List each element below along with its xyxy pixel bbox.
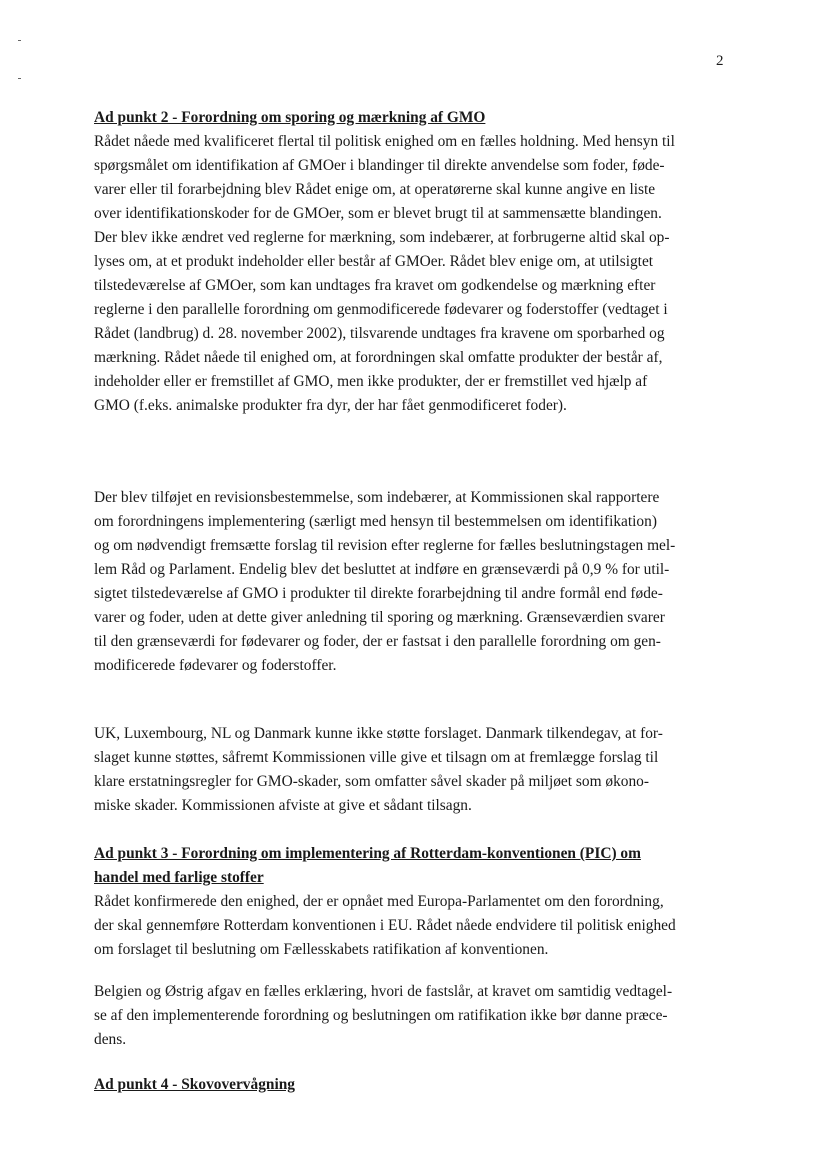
paragraph-line: Belgien og Østrig afgav en fælles erklæring, hvori de fastslår, at kravet om samtidig vedtagel- bbox=[94, 983, 673, 1000]
section-gmo bbox=[94, 106, 734, 418]
paragraph-line: Der blev ikke ændret ved reglerne for mærkning, som indebærer, at forbrugerne altid skal op- bbox=[94, 229, 670, 246]
paragraph-line: klare erstatningsregler for GMO-skader, som omfatter såvel skader på miljøet som økono- bbox=[94, 773, 649, 790]
paragraph-line: Rådet nåede med kvalificeret flertal til politisk enighed om en fælles holdning. Med hensyn til bbox=[94, 133, 675, 150]
scan-mark bbox=[18, 40, 21, 41]
paragraph-line: Rådet (landbrug) d. 28. november 2002), tilsvarende undtages fra kravene om sporbarhed og bbox=[94, 325, 665, 342]
paragraph-member-states bbox=[94, 722, 734, 818]
page-number: 2 bbox=[716, 53, 724, 69]
paragraph-line: tilstedeværelse af GMOer, som kan undtages fra kravet om godkendelse og mærkning efter bbox=[94, 277, 656, 294]
paragraph-line: se af den implementerende forordning og beslutningen om ratifikation ikke bør danne præce- bbox=[94, 1007, 668, 1024]
paragraph-line: der skal gennemføre Rotterdam konventionen i EU. Rådet nåede endvidere til politisk enighed bbox=[94, 917, 676, 934]
paragraph-line: om forordningens implementering (særligt med hensyn til bestemmelsen om identifikation) bbox=[94, 513, 657, 530]
section-heading-gmo: Ad punkt 2 - Forordning om sporing og mærkning af GMO bbox=[94, 109, 486, 126]
paragraph-revision bbox=[94, 486, 734, 678]
paragraph-line: Der blev tilføjet en revisionsbestemmelse, som indebærer, at Kommissionen skal rapportere bbox=[94, 489, 660, 506]
section-pic bbox=[94, 842, 734, 962]
paragraph-line: GMO (f.eks. animalske produkter fra dyr, der har fået genmodificeret foder). bbox=[94, 397, 567, 414]
scan-mark bbox=[18, 78, 21, 79]
paragraph-line: dens. bbox=[94, 1031, 127, 1048]
paragraph-line: mærkning. Rådet nåede til enighed om, at forordningen skal omfatte produkter der består af, bbox=[94, 349, 663, 366]
paragraph-line: om forslaget til beslutning om Fællesskabets ratifikation af konventionen. bbox=[94, 941, 549, 958]
paragraph-line: slaget kunne støttes, såfremt Kommissionen ville give et tilsagn om at fremlægge forslag til bbox=[94, 749, 659, 766]
paragraph-line: varer og foder, uden at dette giver anledning til sporing og mærkning. Grænseværdien svarer bbox=[94, 609, 665, 626]
section-heading-forest: Ad punkt 4 - Skovovervågning bbox=[94, 1076, 295, 1093]
section-heading-pic-continued: handel med farlige stoffer bbox=[94, 869, 264, 886]
section-forest bbox=[94, 1073, 734, 1097]
paragraph-line: indeholder eller er fremstillet af GMO, men ikke produkter, der er fremstillet ved hjælp af bbox=[94, 373, 648, 390]
section-heading-pic: Ad punkt 3 - Forordning om implementering af Rotterdam-konventionen (PIC) om bbox=[94, 845, 641, 862]
paragraph-line: lyses om, at et produkt indeholder eller består af GMOer. Rådet blev enige om, at utilsigtet bbox=[94, 253, 654, 270]
paragraph-line: Rådet konfirmerede den enighed, der er opnået med Europa-Parlamentet om den forordning, bbox=[94, 893, 664, 910]
paragraph-declaration bbox=[94, 980, 734, 1052]
paragraph-line: modificerede fødevarer og foderstoffer. bbox=[94, 657, 337, 674]
paragraph-line: reglerne i den parallelle forordning om genmodificerede fødevarer og foderstoffer (vedtaget i bbox=[94, 301, 668, 318]
paragraph-line: og om nødvendigt fremsætte forslag til revision efter reglerne for fælles beslutningstagen mel- bbox=[94, 537, 676, 554]
paragraph-line: UK, Luxembourg, NL og Danmark kunne ikke støtte forslaget. Danmark tilkendegav, at for- bbox=[94, 725, 663, 742]
paragraph-line: lem Råd og Parlament. Endelig blev det besluttet at indføre en grænseværdi på 0,9 % for util- bbox=[94, 561, 670, 578]
paragraph-line: over identifikationskoder for de GMOer, som er blevet brugt til at sammensætte blandingen. bbox=[94, 205, 662, 222]
paragraph-line: sigtet tilstedeværelse af GMO i produkter til direkte forarbejdning til andre formål end føde- bbox=[94, 585, 663, 602]
paragraph-line: til den grænseværdi for fødevarer og foder, der er fastsat i den parallelle forordning om gen- bbox=[94, 633, 661, 650]
paragraph-line: miske skader. Kommissionen afviste at give et sådant tilsagn. bbox=[94, 797, 472, 814]
paragraph-line: varer eller til forarbejdning blev Rådet enige om, at operatørerne skal kunne angive en liste bbox=[94, 181, 656, 198]
paragraph-line: spørgsmålet om identifikation af GMOer i blandinger til direkte anvendelse som foder, føde- bbox=[94, 157, 665, 174]
